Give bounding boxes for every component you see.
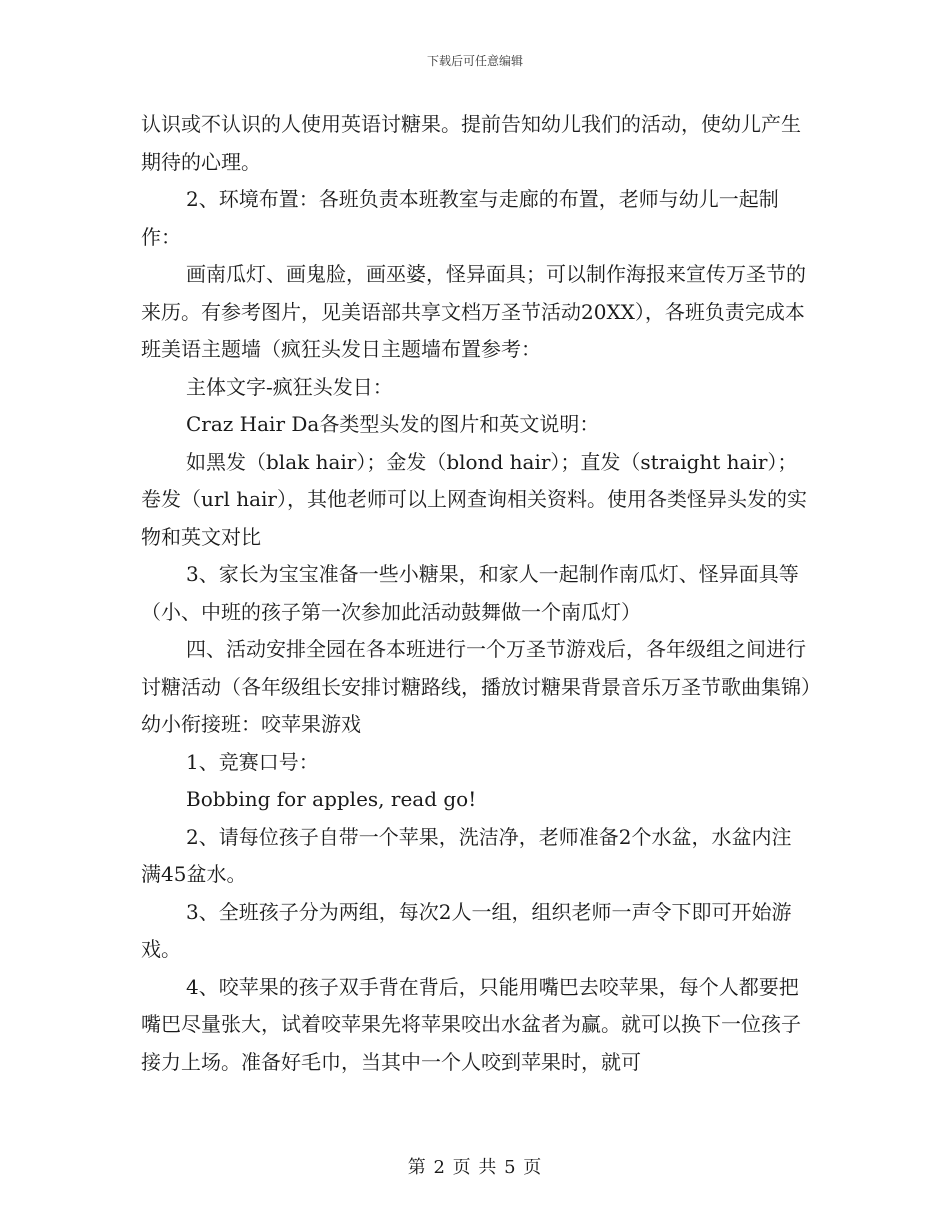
paragraph-11: 2、请每位孩子自带一个苹果，洗洁净，老师准备2个水盆，水盆内注满45盆水。 (141, 824, 792, 886)
paragraph-7: 3、家长为宝宝准备一些小糖果，和家人一起制作南瓜灯、怪异面具等（小、中班的孩子第一次参加此活动鼓舞做一个南瓜灯） (141, 562, 799, 624)
paragraph-5: Craz Hair Da各类型头发的图片和英文说明： (186, 412, 600, 436)
document-body (141, 106, 811, 1081)
paragraph-1: 认识或不认识的人使用英语讨糖果。提前告知幼儿我们的活动，使幼儿产生期待的心理。 (141, 112, 801, 174)
paragraph-10: Bobbing for apples, read go! (186, 787, 477, 811)
page-footer: 第 2 页 共 5 页 (407, 1157, 543, 1178)
paragraph-2: 2、环境布置：各班负责本班教室与走廊的布置，老师与幼儿一起制作： (141, 187, 779, 249)
paragraph-3: 画南瓜灯、画鬼脸，画巫婆，怪异面具；可以制作海报来宣传万圣节的来历。有参考图片，见美语部共享文档万圣节活动20XX），各班负责完成本班美语主题墙（疯狂头发日主题墙布置参考： (141, 262, 806, 361)
paragraph-4: 主体文字-疯狂头发日： (186, 374, 393, 399)
paragraph-13: 4、咬苹果的孩子双手背在背后，只能用嘴巴去咬苹果，每个人都要把嘴巴尽量张大，试着咬苹果先将苹果咬出水盆者为赢。就可以换下一位孩子接力上场。准备好毛巾，当其中一个人咬到苹果时，就可 (141, 974, 801, 1074)
paragraph-9: 1、竞赛口号： (186, 749, 319, 774)
paragraph-6: 如黑发（blak hair）；金发（blond hair）；直发（straight hair）；卷发（url hair），其他老师可以上网查询相关资料。使用各类怪异头发的实物和英文对比 (141, 449, 807, 549)
page-header: 下载后可任意编辑 (426, 54, 523, 68)
paragraph-12: 3、全班孩子分为两组，每次2人一组，组织老师一声令下即可开始游戏。 (141, 899, 792, 961)
paragraph-8: 四、活动安排全园在各本班进行一个万圣节游戏后，各年级组之间进行讨糖活动（各年级组长安排讨糖路线，播放讨糖果背景音乐万圣节歌曲集锦）幼小衔接班：咬苹果游戏 (141, 637, 811, 736)
